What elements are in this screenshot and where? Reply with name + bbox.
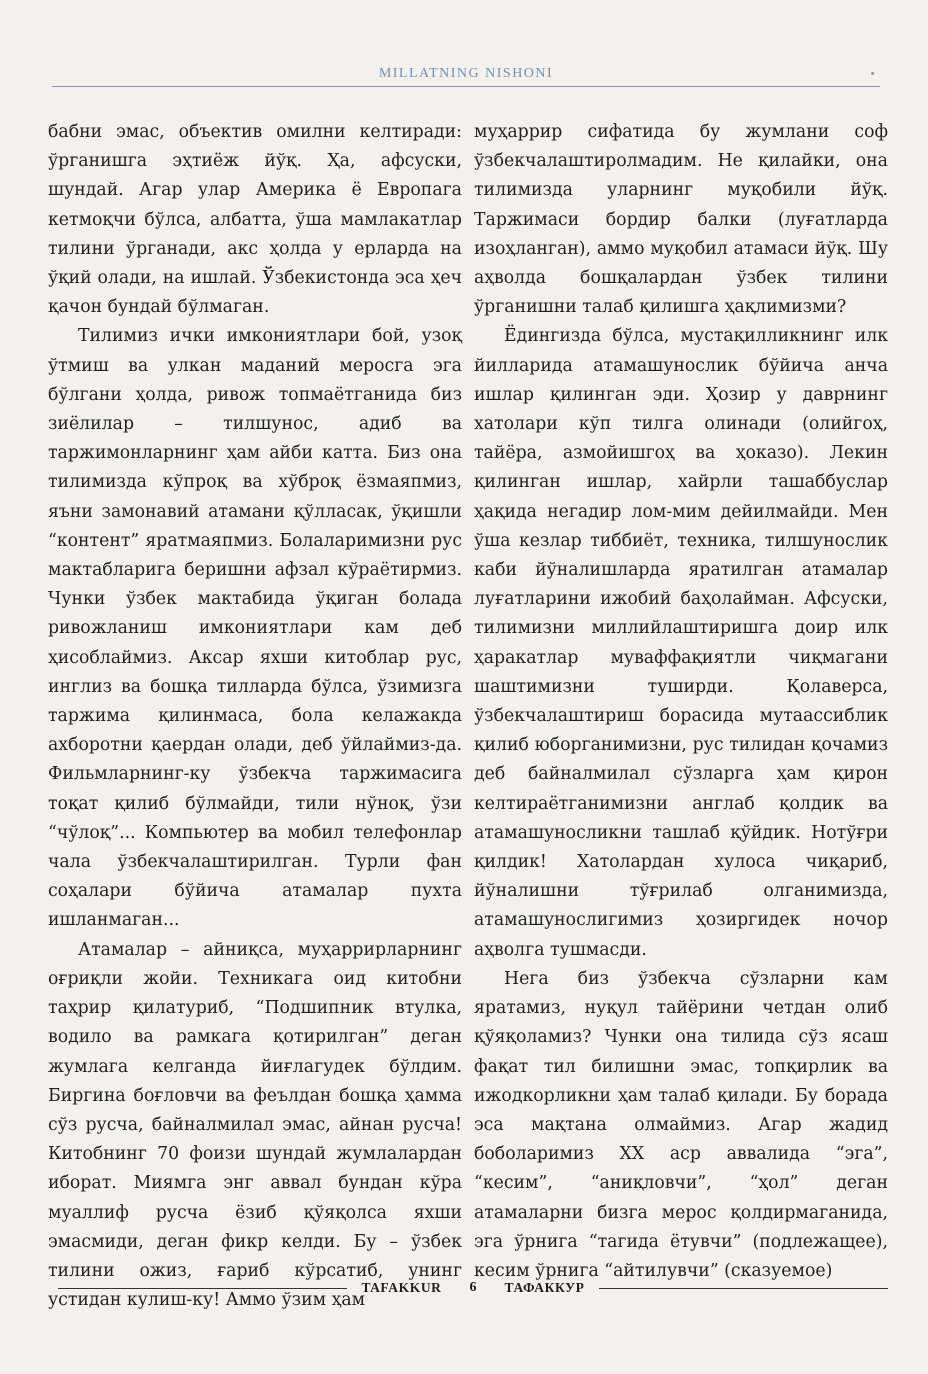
footer-rule-right <box>599 1288 888 1289</box>
header-dot <box>871 72 874 75</box>
footer-title-cyrillic: ТАФАККУР <box>504 1280 585 1295</box>
running-header <box>52 66 880 87</box>
paragraph: бабни эмас, объектив омилни келтиради: ўрганишга эҳтиёж йўқ. Ҳа, афсуски, шундай. Агар улар Америка ё Европага кетмоқчи бўлса, албатта, ўша мамлакатлар тилини ўрганади, акс ҳолда у ерларда на ўқий олади, на ишлай. Ўзбекистонда эса ҳеч қачон бундай бўлмаган. <box>48 122 462 318</box>
header-rule <box>52 86 880 87</box>
paragraph: Тилимиз ички имкониятлари бой, узоқ ўтмиш ва улкан маданий меросга эга бўлгани ҳолда, ривож топмаётганида биз зиёлилар – тилшунос, адиб ва таржимонларнинг ҳам айби катта. Биз она тилимизда кўпроқ ва хўброқ ёзмаяпмиз, яъни замонавий атамани қўлласак, ўқишли “контент” яратмаяпмиз. Болаларимизни рус мактабларига беришни афзал кўраётирмиз. Чунки ўзбек мактабида ўқиган болада ривожланиш имкониятлари кам деб ҳисоблаймиз. Аксар яхши китоблар рус, инглиз ва бошқа тилларда бўлса, ўзимизга таржима қилинмаса, бола келажакда ахборотни қаердан олади, деб ўйлаймиз-да. Фильмларнинг-ку ўзбекча таржимасига тоқат қилиб бўлмайди, тили нўноқ, ўзи “чўлоқ”... Компьютер ва мобил телефонлар чала ўзбекчалаштирилган. Турли фан соҳалари бўйича атамалар пухта ишланмаган... <box>48 326 462 931</box>
footer-rule-left <box>58 1288 347 1289</box>
paragraph: Ёдингизда бўлса, мустақилликнинг илк йилларида атамашунослик бўйича анча ишлар қилинган эди. Ҳозир у даврнинг хатолари кўп тилга олинади (олийгоҳ, тайёра, азмойишгоҳ ва ҳоказо). Лекин қилинган ишлар, хайрли ташаббуслар ҳақида негадир лом-мим дейилмайди. Мен ўша кезлар тиббиёт, техника, тилшунослик каби йўналишларда яратилган атамалар луғатларини ижобий баҳолайман. Афсуски, тилимизни миллийлаштиришга доир илк ҳаракатлар муваффақиятли чиқмагани шаштимизни туширди. Қолаверса, ўзбекчалаштириш борасида мутаассиблик қилиб юборганимизни, рус тилидан қочамиз деб байналмилал сўзларга ҳам қирон келтираётганимизни англаб қолдик ва атамашуносликни ташлаб қўйдик. Нотўғри қилдик! Хатолардан хулоса чиқариб, йўналишни тўғрилаб олганимизда, атамашунослигимиз ҳозиргидек ночор аҳволга тушмасди. <box>474 326 888 960</box>
paragraph: муҳаррир сифатида бу жумлани соф ўзбекчалаштиролмадим. Не қилайки, она тилимизда уларнинг муқобили йўқ. Таржимаси бордир балки (луғатларда изоҳланган), аммо муқобил атамаси йўқ. Шу аҳволда бошқалардан ўзбек тилини ўрганишни талаб қилишга ҳақлимизми? <box>474 122 888 318</box>
right-column <box>474 118 888 1281</box>
paragraph: Атамалар – айниқса, муҳаррирларнинг оғриқли жойи. Техникага оид китобни таҳрир қилатуриб, “Подшипник втулка, водило ва рамкага қотирилган” деган жумлага келганда йиғлагудек бўлдим. Биргина боғловчи ва феълдан бошқа ҳамма сўз русча, байналмилал эмас, айнан русча! Китобнинг 70 фоизи шундай жумлалардан иборат. Миямга энг аввал бундан кўра муаллиф русча ёзиб қўяқолса яхши эмасмиди, деган фикр келди. Бу – ўзбек тилини ожиз, ғариб кўрсатиб, унинг устидан кулиш-ку! Аммо ўзим ҳам <box>48 939 462 1311</box>
page-footer <box>58 1280 888 1296</box>
footer-title-latin: TAFAKKUR <box>361 1280 442 1295</box>
paragraph: Нега биз ўзбекча сўзларни кам яратамиз, нуқул тайёрини четдан олиб қўяқоламиз? Чунки она тилида сўз ясаш фақат тил билишни эмас, топқирлик ва ижодкорликни ҳам талаб қилади. Бу борада эса мақтана олмаймиз. Агар жадид боболаримиз XX аср аввалида “эга”, “кесим”, “аниқловчи”, “ҳол” деган атамаларни бизга мерос қолдирмаганида, эга ўрнига “тагида ётувчи” (подлежащее), кесим ўрнига “айтилувчи” (сказуемое) <box>474 968 888 1281</box>
page-number: 6 <box>469 1280 477 1295</box>
header-title: MILLATNING NISHONI <box>378 66 554 81</box>
